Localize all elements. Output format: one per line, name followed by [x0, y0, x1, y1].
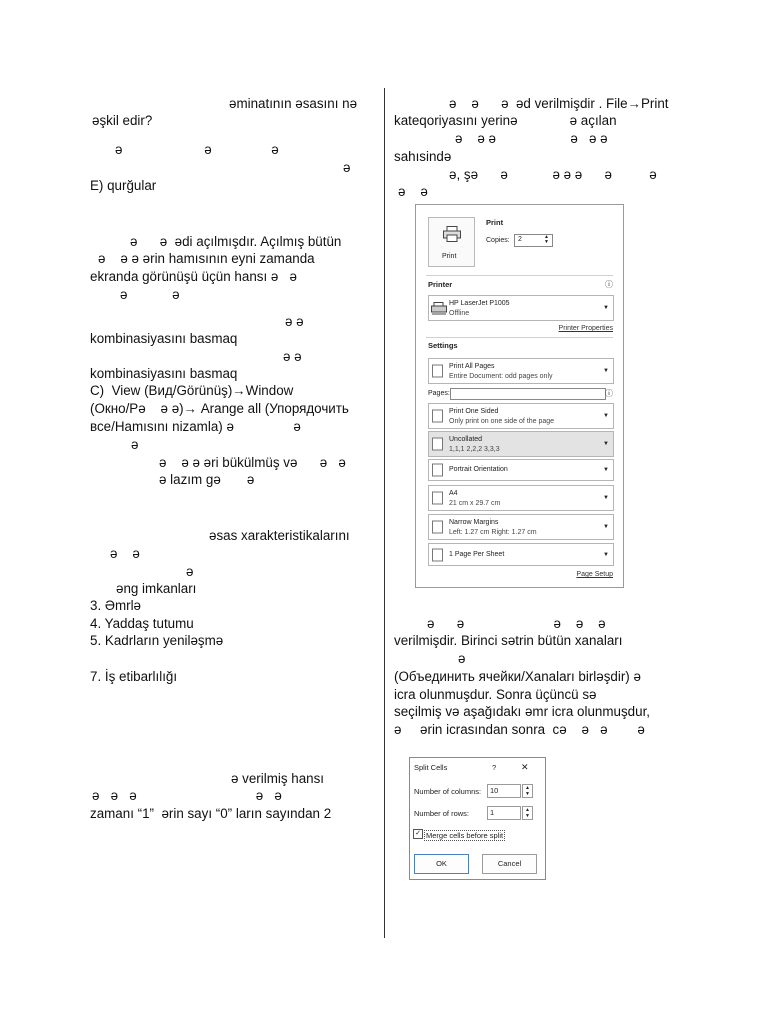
answer-option-line: C) View (Вид/Görünüş)→Window	[90, 383, 294, 398]
answer-option-line: ə lazım gə ə	[159, 472, 255, 487]
rows-stepper[interactable]: ▲ ▼	[522, 806, 533, 820]
print-settings-panel	[415, 204, 624, 588]
question-text-line: kateqoriyasını yerinə ə açılan	[394, 113, 617, 128]
copies-label: Copies:	[486, 237, 510, 244]
copies-stepper[interactable]	[514, 234, 553, 247]
chevron-down-icon: ▼	[603, 441, 609, 447]
print-button-label: Print	[442, 253, 457, 260]
list-item: əng imkanları	[116, 581, 197, 596]
dialog-title: Split Cells	[414, 763, 448, 772]
printer-name: HP LaserJet P1005	[449, 300, 510, 307]
question-text-line: sahısində	[394, 149, 452, 164]
question-text-line: (Объединить ячейки/Xanaları birləşdir) ə	[394, 669, 641, 684]
question-text-line: icra olunmuşdur. Sonra üçüncü sə	[394, 687, 597, 702]
merge-checkbox[interactable]: ✓	[413, 829, 423, 839]
answer-option-line: ə	[343, 160, 351, 175]
question-text-line: ə ə ə əd verilmişdir . File→Print	[449, 96, 669, 111]
setting-main: Print One Sided	[449, 408, 499, 415]
columns-stepper[interactable]: ▲ ▼	[522, 784, 533, 798]
rows-label: Number of rows:	[414, 809, 470, 818]
column-divider	[384, 88, 385, 938]
chevron-down-icon: ▼	[603, 467, 609, 473]
answer-option-line: ə ə	[285, 314, 304, 329]
collate-icon	[432, 438, 443, 451]
cancel-button[interactable]: Cancel	[482, 854, 537, 874]
margins-select[interactable]	[428, 514, 614, 540]
question-text-line: əminatının əsasını nə	[229, 96, 358, 111]
setting-main: Narrow Margins	[449, 519, 499, 526]
question-text-line: ə ərin icrasından sonra cə ə ə ə	[394, 722, 645, 737]
columns-label: Number of columns:	[414, 787, 482, 796]
setting-main: Print All Pages	[449, 363, 495, 370]
portrait-icon	[432, 464, 443, 477]
printer-properties-link[interactable]: Printer Properties	[558, 325, 613, 332]
divider	[426, 275, 613, 276]
question-text-line: ə ə ə ə ə ə	[455, 131, 608, 146]
chevron-down-icon: ▼	[603, 524, 609, 530]
pages-per-sheet-select[interactable]	[428, 543, 614, 566]
help-icon[interactable]: ?	[492, 763, 497, 772]
print-range-select[interactable]	[428, 358, 614, 384]
list-item: 7. İş etibarlılığı	[90, 669, 178, 684]
setting-sub: 21 cm x 29.7 cm	[449, 500, 501, 507]
printer-heading: Printer	[428, 280, 453, 289]
chevron-down-icon: ▼	[603, 368, 609, 374]
rows-input[interactable]: 1	[487, 806, 521, 820]
paper-icon	[432, 492, 443, 505]
printer-select[interactable]	[428, 295, 614, 321]
list-item: 4. Yaddaş tutumu	[90, 616, 194, 631]
pages-icon	[432, 365, 443, 378]
question-text-line: ə ə	[398, 184, 428, 199]
answer-option-line: (Окно/Pə ə ə)→ Arange all (Упорядочить	[90, 401, 349, 416]
question-text-line: ə ə	[120, 287, 180, 302]
printer-offline-icon	[431, 302, 447, 315]
setting-main: Portrait Orientation	[449, 466, 508, 473]
question-text-line: əsas xarakteristikalarını	[209, 528, 350, 543]
columns-input[interactable]: 10	[487, 784, 521, 798]
answer-option-line: все/Hamısını nizamla) ə ə	[90, 419, 301, 434]
chevron-down-icon: ▼	[603, 305, 609, 311]
question-text-line: ə ə ə ə ə	[92, 788, 282, 803]
orientation-select[interactable]	[428, 459, 614, 481]
answer-option-line: kombinasiyasını basmaq	[90, 366, 238, 381]
setting-main: 1 Page Per Sheet	[449, 551, 505, 558]
print-button[interactable]	[428, 217, 475, 267]
setting-main: A4	[449, 490, 458, 497]
chevron-down-icon: ▼	[603, 413, 609, 419]
answer-option-line: ə ə ə	[115, 142, 279, 157]
split-cells-dialog	[409, 757, 546, 880]
question-text-line: seçilmiş və aşağıdakı əmr icra olunmuşdur,	[394, 704, 651, 719]
close-icon[interactable]: ✕	[521, 762, 529, 772]
answer-option-line: ə ə	[283, 349, 302, 364]
list-item: ə ə	[110, 546, 140, 561]
settings-heading: Settings	[428, 341, 458, 350]
info-icon[interactable]: ⓘ	[605, 280, 613, 289]
setting-sub: Only print on one side of the page	[449, 418, 555, 425]
ok-button[interactable]: OK	[414, 854, 469, 874]
setting-sub: Left: 1.27 cm Right: 1.27 cm	[449, 529, 537, 536]
sides-select[interactable]	[428, 403, 614, 429]
pages-label: Pages:	[428, 390, 450, 397]
question-text-line: zamanı “1” ərin sayı “0” ların sayından 2	[90, 806, 332, 821]
question-text-line: ə ə ə ə ə	[427, 616, 606, 631]
question-text-line: ə	[458, 651, 466, 666]
printer-status: Offline	[449, 310, 470, 317]
info-icon[interactable]: ⓘ	[605, 389, 613, 398]
margins-icon	[432, 521, 443, 534]
list-item: ə	[186, 564, 194, 579]
collation-select[interactable]	[428, 431, 614, 457]
question-text-line: verilmişdir. Birinci sətrin bütün xanaları	[394, 633, 623, 648]
answer-option-line: ə	[131, 437, 139, 452]
answer-option-line: kombinasiyasını basmaq	[90, 331, 238, 346]
stepper-arrows-icon[interactable]: ▲ ▼	[544, 234, 549, 245]
question-text-line: əşkil edir?	[92, 113, 153, 128]
list-item: 5. Kadrların yeniləşmə	[90, 633, 224, 648]
chevron-down-icon: ▼	[603, 495, 609, 501]
question-text-line: ə verilmiş hansı	[231, 771, 325, 786]
divider	[426, 337, 613, 338]
one-sided-icon	[432, 410, 443, 423]
setting-sub: Entire Document: odd pages only	[449, 373, 553, 380]
paper-size-select[interactable]	[428, 485, 614, 511]
pages-input[interactable]	[450, 388, 606, 400]
setting-sub: 1,1,1 2,2,2 3,3,3	[449, 446, 500, 453]
question-text-line: ə ə ə ərin hamısının eyni zamanda	[98, 251, 315, 266]
answer-option-line: ə ə ə əri bükülmüş və ə ə	[159, 455, 346, 470]
print-title: Print	[486, 218, 504, 227]
question-text-line: ə ə ədi açılmışdır. Açılmış bütün	[130, 234, 342, 249]
question-text-line: ə, şə ə ə ə ə ə ə	[449, 167, 657, 182]
page-setup-link[interactable]: Page Setup	[576, 571, 613, 578]
question-text-line: ekranda görünüşü üçün hansı ə ə	[90, 269, 297, 284]
list-item: 3. Əmrlə	[90, 598, 141, 613]
answer-option-line: E) qurğular	[90, 178, 157, 193]
merge-label: Merge cells before split	[426, 831, 504, 840]
copies-value: 2	[518, 236, 522, 243]
printer-icon	[443, 226, 461, 242]
chevron-down-icon: ▼	[603, 551, 609, 558]
sheet-icon	[432, 548, 443, 561]
setting-main: Uncollated	[449, 436, 483, 443]
